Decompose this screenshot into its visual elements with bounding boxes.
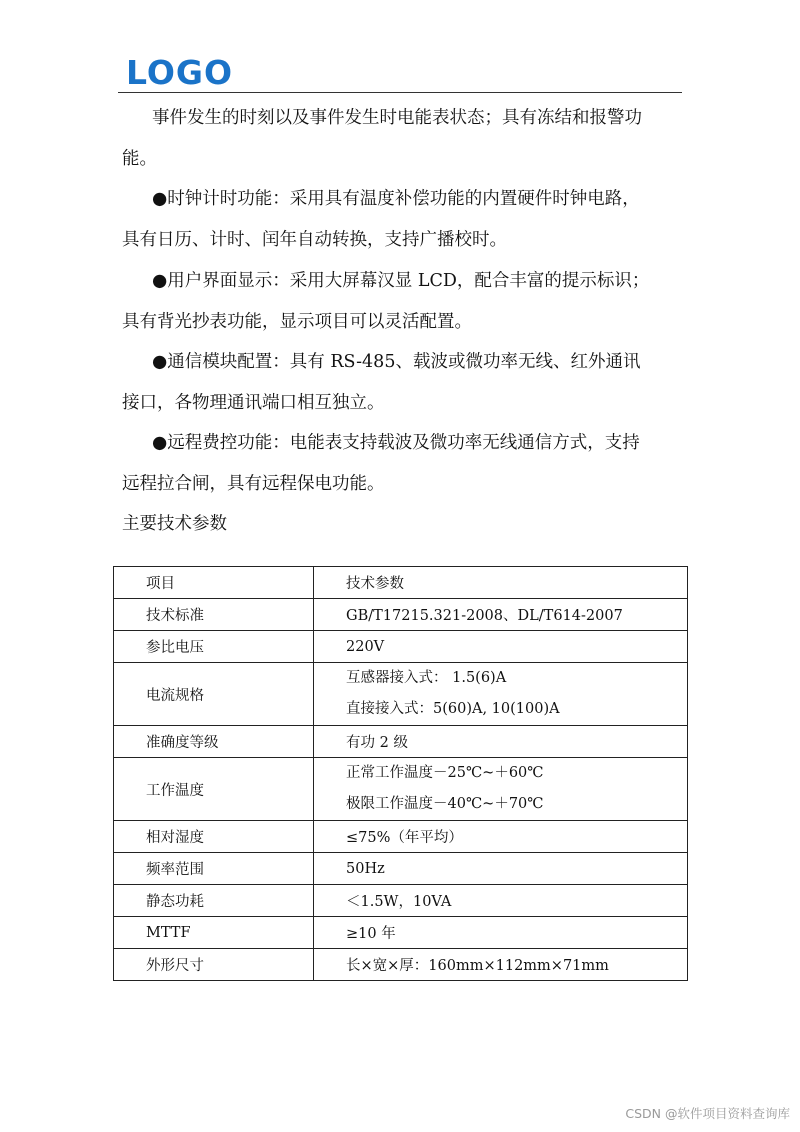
- paragraph-line: 接口，各物理通讯端口相互独立。: [122, 393, 385, 413]
- table-row: [114, 663, 688, 726]
- table-row: [114, 917, 688, 949]
- table-row: [114, 885, 688, 917]
- table-row: [114, 599, 688, 631]
- paragraph-line: 事件发生的时刻以及事件发生时电能表状态；具有冻结和报警功: [152, 108, 642, 128]
- paragraph-comm-module: [122, 342, 682, 424]
- paragraph-display-function: [122, 261, 682, 343]
- table-cell-value: ≤75%（年平均）: [314, 821, 688, 853]
- table-cell-label: 项目: [114, 567, 314, 599]
- paragraph-clock-function: [122, 179, 682, 261]
- paragraph-line: 具有日历、计时、闰年自动转换，支持广播校时。: [122, 230, 507, 250]
- watermark-text: CSDN @软件项目资料查询库: [625, 1106, 790, 1121]
- company-logo: [126, 54, 236, 90]
- table-cell-label: 电流规格: [114, 663, 314, 726]
- table-row: [114, 821, 688, 853]
- table-cell-value: [314, 663, 688, 726]
- table-cell-value: [314, 758, 688, 821]
- table-row: [114, 726, 688, 758]
- paragraph-event-record: [122, 98, 682, 180]
- table-cell-value: 有功 2 级: [314, 726, 688, 758]
- table-row: [114, 631, 688, 663]
- table-cell-value: ＜1.5W，10VA: [314, 885, 688, 917]
- table-row: [114, 949, 688, 981]
- paragraph-remote-control: [122, 423, 682, 505]
- table-cell-value: 50Hz: [314, 853, 688, 885]
- paragraph-line: 远程拉合闸，具有远程保电功能。: [122, 474, 385, 494]
- paragraph-line: ●时钟计时功能：采用具有温度补偿功能的内置硬件时钟电路，: [152, 189, 640, 209]
- table-cell-label: MTTF: [114, 917, 314, 949]
- table-cell-value: 220V: [314, 631, 688, 663]
- table-cell-label: 相对湿度: [114, 821, 314, 853]
- paragraph-line: ●远程费控功能：电能表支持载波及微功率无线通信方式，支持: [152, 433, 640, 453]
- cell-line: 正常工作温度－25℃~＋60℃: [346, 765, 544, 781]
- table-cell-label: 工作温度: [114, 758, 314, 821]
- table-cell-value: GB/T17215.321-2008、DL/T614-2007: [314, 599, 688, 631]
- table-row: [114, 758, 688, 821]
- table-cell-value: ≥10 年: [314, 917, 688, 949]
- paragraph-line: ●通信模块配置：具有 RS-485、载波或微功率无线、红外通讯: [152, 352, 641, 372]
- paragraph-line: 具有背光抄表功能，显示项目可以灵活配置。: [122, 312, 472, 332]
- table-cell-value: 长×宽×厚：160mm×112mm×71mm: [314, 949, 688, 981]
- table-cell-label: 参比电压: [114, 631, 314, 663]
- cell-line: 直接接入式：5(60)A, 10(100)A: [346, 701, 560, 717]
- table-cell-value: 技术参数: [314, 567, 688, 599]
- paragraph-line: ●用户界面显示：采用大屏幕汉显 LCD，配合丰富的提示标识；: [152, 271, 650, 291]
- table-row: [114, 853, 688, 885]
- table-row: [114, 567, 688, 599]
- table-cell-label: 频率范围: [114, 853, 314, 885]
- table-cell-label: 技术标准: [114, 599, 314, 631]
- section-title: 主要技术参数: [122, 514, 227, 534]
- table-cell-label: 外形尺寸: [114, 949, 314, 981]
- page-header: [118, 52, 682, 93]
- cell-line: 极限工作温度－40℃~＋70℃: [346, 796, 544, 812]
- table-cell-label: 静态功耗: [114, 885, 314, 917]
- cell-line: 互感器接入式： 1.5(6)A: [346, 670, 507, 686]
- svg-text:LOGO: LOGO: [126, 54, 234, 90]
- spec-table: [113, 566, 688, 981]
- paragraph-line: 能。: [122, 149, 157, 169]
- table-cell-label: 准确度等级: [114, 726, 314, 758]
